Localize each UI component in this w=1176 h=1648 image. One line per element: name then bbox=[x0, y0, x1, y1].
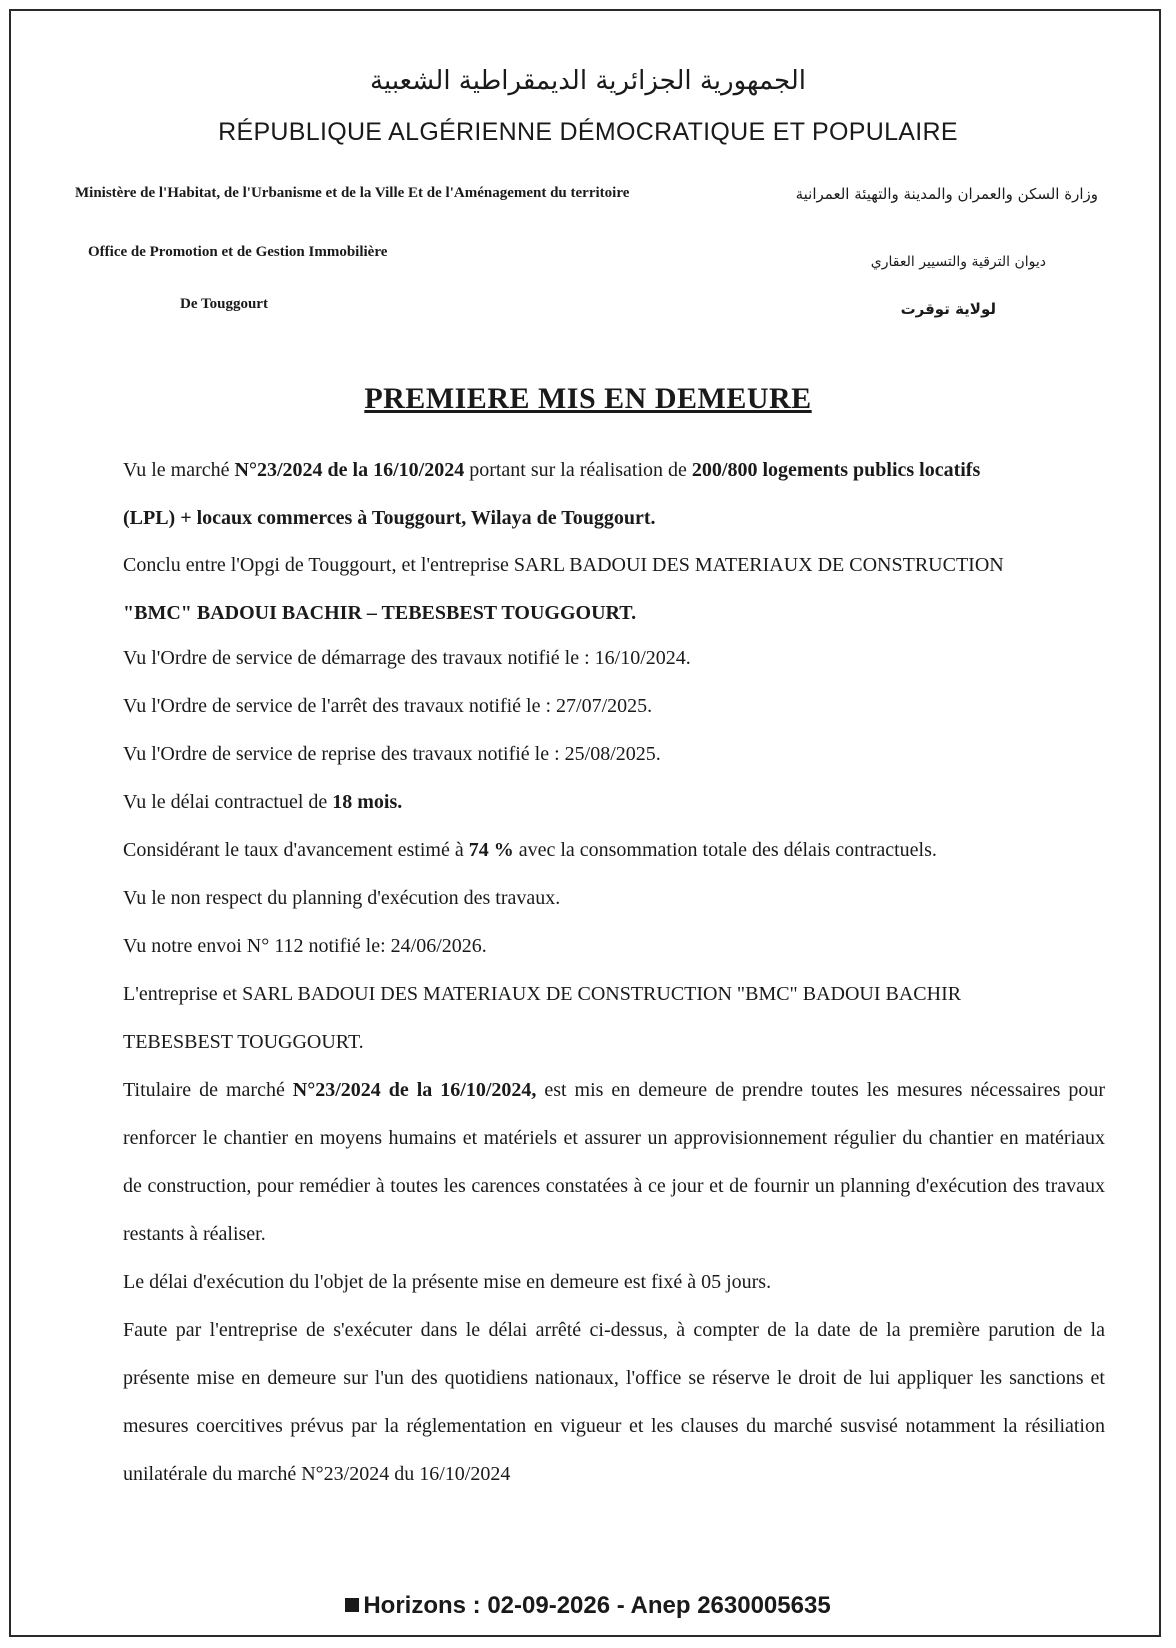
paragraph-avancement: Considérant le taux d'avancement estimé à 74 % avec la consommation totale des délais contractuels. bbox=[123, 839, 937, 861]
paragraph-marche: Vu le marché N°23/2024 de la 16/10/2024 portant sur la réalisation de 200/800 logements publics locatifs (LPL) + locaux commerces à Touggourt, Wilaya de Touggourt. bbox=[123, 459, 981, 529]
paragraph-entreprise: L'entreprise et SARL BADOUI DES MATERIAUX DE CONSTRUCTION "BMC" BADOUI BACHIR TEBESBEST TOUGGOURT. bbox=[123, 983, 962, 1053]
office-french: Office de Promotion et de Gestion Immobilière bbox=[88, 244, 388, 260]
office-arabic: ديوان الترقية والتسيير العقاري bbox=[870, 254, 1046, 270]
document-title: PREMIERE MIS EN DEMEURE bbox=[364, 382, 812, 415]
paragraph-envoi: Vu notre envoi N° 112 notifié le: 24/06/2026. bbox=[123, 935, 487, 957]
city-arabic: لولاية توقرت bbox=[900, 300, 996, 318]
city-french: De Touggourt bbox=[180, 296, 268, 312]
paragraph-titulaire: Titulaire de marché N°23/2024 de la 16/10/2024, est mis en demeure de prendre toutes les mesures nécessaires pour renforcer le chantier en moyens humains et matériels et assurer un approvisionnement régulier du chantier en matériaux de construction, pour remédier à toutes les carences constatées à ce jour et de fournir un planning d'exécution des travaux restants à réaliser. bbox=[123, 1079, 1105, 1245]
paragraph-os-reprise: Vu l'Ordre de service de reprise des travaux notifié le : 25/08/2025. bbox=[123, 743, 661, 765]
paragraph-os-demarrage: Vu l'Ordre de service de démarrage des travaux notifié le : 16/10/2024. bbox=[123, 647, 691, 669]
header-arabic-republic: الجمهورية الجزائرية الديمقراطية الشعبية bbox=[370, 66, 806, 96]
ministry-arabic: وزارة السكن والعمران والمدينة والتهيئة العمرانية bbox=[795, 185, 1098, 203]
paragraph-os-arret: Vu l'Ordre de service de l'arrêt des travaux notifié le : 27/07/2025. bbox=[123, 695, 653, 717]
header-french-republic: RÉPUBLIQUE ALGÉRIENNE DÉMOCRATIQUE ET POPULAIRE bbox=[218, 118, 958, 146]
ministry-french: Ministère de l'Habitat, de l'Urbanisme et de la Ville Et de l'Aménagement du territoire bbox=[75, 185, 630, 201]
paragraph-conclu: Conclu entre l'Opgi de Touggourt, et l'entreprise SARL BADOUI DES MATERIAUX DE CONSTRUCTION "BMC" BADOUI BACHIR – TEBESBEST TOUGGOURT. bbox=[123, 554, 1004, 624]
paragraph-planning: Vu le non respect du planning d'exécution des travaux. bbox=[123, 887, 561, 909]
footer-publication: Horizons : 02-09-2026 - Anep 2630005635 bbox=[0, 1592, 1176, 1620]
square-bullet-icon bbox=[345, 1598, 359, 1612]
paragraph-delai-execution: Le délai d'exécution du l'objet de la présente mise en demeure est fixé à 05 jours. bbox=[123, 1271, 772, 1293]
paragraph-delai: Vu le délai contractuel de 18 mois. bbox=[123, 791, 403, 813]
paragraph-faute: Faute par l'entreprise de s'exécuter dans le délai arrêté ci-dessus, à compter de la date de la première parution de la présente mise en demeure sur l'un des quotidiens nationaux, l'office se réserve le droit de lui appliquer les sanctions et mesures coercitives prévus par la réglementation en vigueur et les clauses du marché susvisé notamment la résiliation unilatérale du marché N°23/2024 du 16/10/2024 bbox=[123, 1319, 1105, 1485]
